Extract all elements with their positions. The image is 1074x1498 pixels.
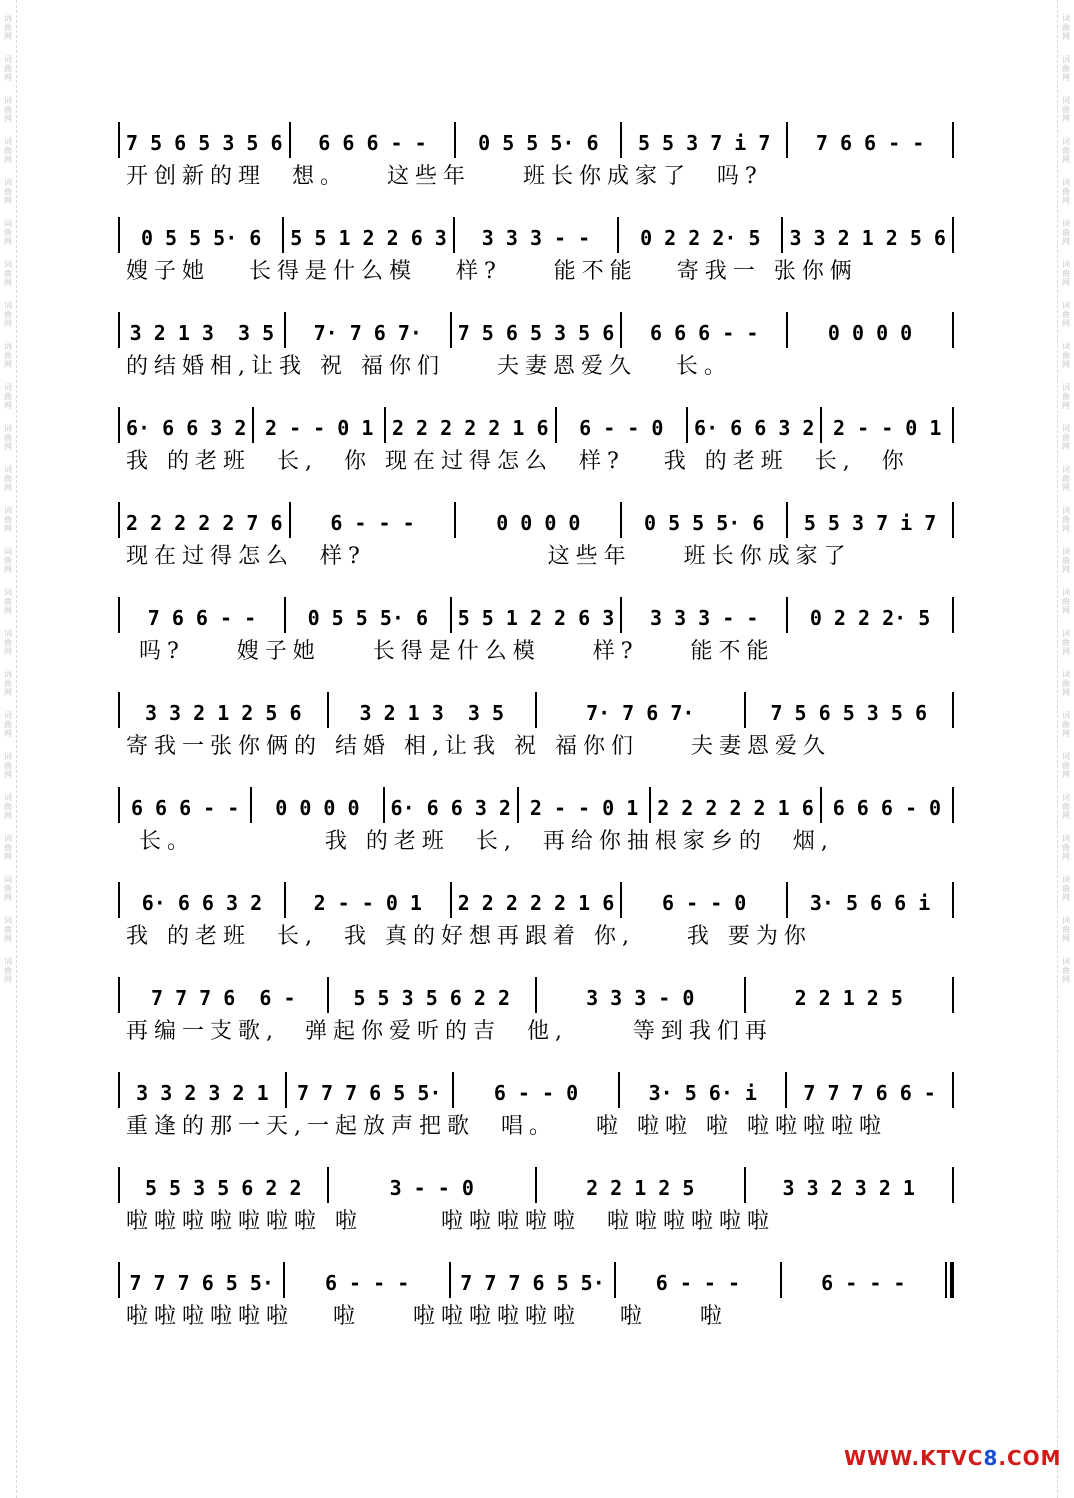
watermark-mark: 词曲网 [1062,14,1070,41]
measure [286,593,450,633]
watermark-mark: 词曲网 [1062,219,1070,246]
measure [452,593,621,633]
notes-row [118,593,954,633]
watermark-mark: 词曲网 [1062,383,1070,410]
measure-notes: 7 5 6 5 3 5 6 [457,321,615,345]
measure-notes: 7 7 7 6 6 - [803,1081,936,1105]
barline [952,1072,954,1108]
measure-notes: 3 3 3 - - [481,226,591,250]
measure-notes: 7 7 7 6 5 5· [296,1081,442,1105]
watermark-mark: 词曲网 [1062,588,1070,615]
measure-notes: 3 3 3 - - [650,606,759,630]
watermark-mark: 词曲网 [4,793,12,820]
watermark-mark: 词曲网 [1062,506,1070,533]
measure-notes: 2 - - 0 1 [265,416,374,440]
measure [537,688,744,728]
watermark-mark: 词曲网 [4,547,12,574]
measure-notes: 7· 7 6 7· [586,701,695,725]
measure [120,403,252,443]
barline [952,1167,954,1203]
notes-row [118,213,954,253]
watermark-mark: 词曲网 [4,752,12,779]
measure-notes: 0 0 0 0 [827,321,913,345]
measure-notes: 0 5 5 5· 6 [478,131,599,155]
score-system [118,1163,954,1258]
measure [456,118,620,158]
measure [291,118,455,158]
final-barline [945,1262,954,1298]
site-logo: WWW.KTVC8.COM [844,1446,1062,1470]
measure-notes: 5 5 3 7 i 7 [637,131,771,155]
measure-notes: 2 2 2 2 2 1 6 [457,891,615,915]
measure-notes: 0 5 5 5· 6 [307,606,428,630]
measure [291,498,455,538]
watermark-mark: 词曲网 [1062,834,1070,861]
watermark-mark: 词曲网 [1062,465,1070,492]
watermark-mark: 词曲网 [4,383,12,410]
barline [952,122,954,158]
watermark-mark: 词曲网 [1062,137,1070,164]
measure-notes: 2 2 2 2 2 1 6 [391,416,549,440]
measure-notes: 3 - - 0 [389,1176,474,1200]
barline [952,312,954,348]
watermark-mark: 词曲网 [4,260,12,287]
watermark-mark: 词曲网 [4,342,12,369]
barline [952,502,954,538]
score-system [118,1068,954,1163]
watermark-mark: 词曲网 [4,711,12,738]
measure-notes: 6 - - 0 [579,416,664,440]
notes-row [118,118,954,158]
score-system [118,688,954,783]
measure [120,878,284,918]
lyrics-line: 啦啦啦啦啦啦啦 啦 啦啦啦啦啦 啦啦啦啦啦啦 [126,1209,775,1234]
watermark-mark: 词曲网 [1062,260,1070,287]
measure-notes: 6 - - - [821,1271,906,1295]
watermark-mark: 词曲网 [1062,916,1070,943]
lyrics-line: 啦啦啦啦啦啦 啦 啦啦啦啦啦啦 啦 啦 [126,1304,728,1329]
lyrics-line: 再编一支歌, 弹起你爱听的吉 他, 等到我们再 [126,1019,773,1044]
measure-notes: 0 2 2 2· 5 [640,226,761,250]
measure [537,1163,744,1203]
measure [822,783,952,823]
notes-row [118,403,954,443]
measure-notes: 6 6 6 - - [650,321,759,345]
measure-notes: 0 5 5 5· 6 [140,226,262,250]
measure-notes: 7 7 7 6 5 5· [460,1271,605,1295]
barline [952,597,954,633]
score-system [118,973,954,1068]
measure-notes: 3 3 2 3 2 1 [136,1081,269,1105]
score-system [118,783,954,878]
measure [120,1068,285,1108]
measure-notes: 0 0 0 0 [496,511,581,535]
watermark-mark: 词曲网 [1062,301,1070,328]
measure [329,973,536,1013]
watermark-mark: 词曲网 [1062,424,1070,451]
measure-notes: 2 - - 0 1 [313,891,422,915]
measure [254,403,384,443]
notes-row [118,1068,954,1108]
measure [782,1258,945,1298]
watermark-mark: 词曲网 [1062,96,1070,123]
watermark-mark: 词曲网 [1062,957,1070,984]
measure-notes: 6 - - - [324,1271,410,1295]
right-watermark-strip [1057,0,1074,1498]
measure [537,973,744,1013]
measure-notes: 3 3 2 1 2 5 6 [144,701,302,725]
watermark-mark: 词曲网 [4,588,12,615]
measure-notes: 7· 7 6 7· [313,321,422,345]
measure-notes: 5 5 3 5 6 2 2 [144,1176,302,1200]
watermark-mark: 词曲网 [4,834,12,861]
lyrics-line: 开创新的理 想。 这些年 班长你成家了 吗? [126,164,763,189]
measure-notes: 6 6 6 - - [318,131,427,155]
score-system [118,403,954,498]
lyrics-line: 的结婚相,让我 祝 福你们 夫妻恩爱久 长。 [126,354,732,379]
measure [452,308,621,348]
measure [619,213,781,253]
measure-notes: 3 2 1 3 3 5 [359,701,504,725]
barline [952,692,954,728]
watermark-mark: 词曲网 [1062,752,1070,779]
measure-notes: 2 2 1 2 5 [586,1176,695,1200]
left-watermark-strip [0,0,17,1498]
measure-notes: 6 - - - [655,1271,741,1295]
measure [746,688,953,728]
measure-notes: 6 - - - [330,511,415,535]
notes-row [118,688,954,728]
measure [385,783,517,823]
measure [688,403,820,443]
measure-notes: 6 - - 0 [493,1081,579,1105]
measure [456,498,620,538]
lyrics-line: 我 的老班 长, 你 现在过得怎么 样? 我 的老班 长, 你 [126,449,910,474]
watermark-mark: 词曲网 [4,14,12,41]
measure [120,498,289,538]
barline [952,882,954,918]
measure-notes: 7 6 6 - - [815,131,925,155]
measure-notes: 6 6 6 - - [130,796,240,820]
notes-row [118,308,954,348]
barline [952,217,954,253]
measure [620,1068,785,1108]
watermark-mark: 词曲网 [4,178,12,205]
measure-notes: 7 5 6 5 3 5 6 [770,701,928,725]
measure [651,783,820,823]
lyrics-line: 长。 我 的老班 长, 再给你抽根家乡的 烟, [126,829,834,854]
measure-notes: 6· 6 6 3 2 [141,891,263,915]
measure [787,1068,952,1108]
watermark-mark: 词曲网 [1062,342,1070,369]
measure-notes: 3· 5 6· i [648,1081,757,1105]
measure [287,1068,452,1108]
measure [252,783,382,823]
measure [286,878,450,918]
measure [120,783,250,823]
measure [120,118,289,158]
measure [788,308,952,348]
measure [788,878,952,918]
measure [454,1068,619,1108]
watermark-mark: 词曲网 [4,137,12,164]
watermark-mark: 词曲网 [1062,875,1070,902]
lyrics-line: 吗? 嫂子她 长得是什么模 样? 能不能 [126,639,775,664]
measure [120,688,327,728]
measure-notes: 5 5 3 7 i 7 [803,511,937,535]
score-system [118,498,954,593]
measure-notes: 6 6 6 - 0 [832,796,942,820]
barline [952,977,954,1013]
measure-notes: 0 5 5 5· 6 [643,511,765,535]
measure [622,308,786,348]
measure-notes: 3 2 1 3 3 5 [129,321,275,345]
lyrics-line: 嫂子她 长得是什么模 样? 能不能 寄我一 张你俩 [126,259,858,284]
measure [788,498,952,538]
measure-notes: 7 5 6 5 3 5 6 [126,131,283,155]
watermark-mark: 词曲网 [4,301,12,328]
measure [746,973,953,1013]
measure-notes: 2 - - 0 1 [833,416,942,440]
score-system [118,1258,954,1353]
watermark-mark: 词曲网 [1062,178,1070,205]
score-system [118,213,954,308]
measure-notes: 3 3 2 3 2 1 [782,1176,915,1200]
watermark-mark: 词曲网 [1062,55,1070,82]
watermark-mark: 词曲网 [4,629,12,656]
measure [285,1258,448,1298]
measure-notes: 6· 6 6 3 2 [390,796,511,820]
watermark-mark: 词曲网 [4,424,12,451]
measure-notes: 6· 6 6 3 2 [694,416,815,440]
measure [329,688,536,728]
measure [622,593,786,633]
measure [783,213,952,253]
measure [386,403,555,443]
measure [284,213,453,253]
watermark-mark: 词曲网 [4,506,12,533]
measure-notes: 3 3 2 1 2 5 6 [789,226,946,250]
measure [329,1163,536,1203]
measure [286,308,450,348]
watermark-mark: 词曲网 [1062,711,1070,738]
measure-notes: 5 5 1 2 2 6 3 [457,606,615,630]
score-system [118,118,954,213]
measure [616,1258,779,1298]
lyrics-line: 重逢的那一天,一起放声把歌 唱。 啦 啦啦 啦 啦啦啦啦啦 [126,1114,887,1139]
measure [455,213,617,253]
measure [120,1258,283,1298]
watermark-mark: 词曲网 [1062,670,1070,697]
lyrics-line: 寄我一张你俩的 结婚 相,让我 祝 福你们 夫妻恩爱久 [126,734,831,759]
measure-notes: 3 3 3 - 0 [586,986,695,1010]
watermark-mark: 词曲网 [1062,547,1070,574]
watermark-mark: 词曲网 [4,219,12,246]
watermark-mark: 词曲网 [4,465,12,492]
measure [120,308,284,348]
watermark-mark: 词曲网 [4,916,12,943]
measure-notes: 6 - - 0 [662,891,747,915]
watermark-mark: 词曲网 [4,96,12,123]
measure-notes: 7 6 6 - - [147,606,257,630]
notes-row [118,1258,954,1298]
measure [622,878,786,918]
measure-notes: 2 2 1 2 5 [794,986,903,1010]
measure-notes: 5 5 1 2 2 6 3 [290,226,447,250]
watermark-mark: 词曲网 [4,875,12,902]
score-system [118,593,954,688]
notes-row [118,1163,954,1203]
measure [622,118,786,158]
barline [952,407,954,443]
measure [519,783,649,823]
notes-row [118,498,954,538]
measure [452,878,621,918]
measure-notes: 5 5 3 5 6 2 2 [353,986,511,1010]
watermark-mark: 词曲网 [4,55,12,82]
notes-row [118,878,954,918]
watermark-mark: 词曲网 [1062,793,1070,820]
measure-notes: 2 - - 0 1 [529,796,639,820]
measure [557,403,687,443]
measure [451,1258,614,1298]
measure-notes: 7 7 7 6 5 5· [129,1271,274,1295]
watermark-mark: 词曲网 [1062,629,1070,656]
measure [120,213,282,253]
notes-row [118,783,954,823]
measure-notes: 0 0 0 0 [275,796,360,820]
score-system [118,878,954,973]
measure-notes: 2 2 2 2 2 1 6 [657,796,814,820]
measure [120,973,327,1013]
measure-notes: 2 2 2 2 2 7 6 [126,511,283,535]
jianpu-score [118,118,954,1353]
measure [120,593,284,633]
lyrics-line: 我 的老班 长, 我 真的好想再跟着 你, 我 要为你 [126,924,812,949]
measure [622,498,786,538]
measure [746,1163,953,1203]
measure [788,118,952,158]
measure [120,1163,327,1203]
barline [952,787,954,823]
watermark-mark: 词曲网 [4,670,12,697]
measure [788,593,952,633]
measure [822,403,952,443]
watermark-mark: 词曲网 [4,957,12,984]
measure-notes: 0 2 2 2· 5 [809,606,931,630]
measure-notes: 3· 5 6 6 i [809,891,931,915]
score-system [118,308,954,403]
measure-notes: 6· 6 6 3 2 [126,416,247,440]
measure-notes: 7 7 7 6 6 - [151,986,296,1010]
notes-row [118,973,954,1013]
lyrics-line: 现在过得怎么 样? 这些年 班长你成家了 [126,544,852,569]
